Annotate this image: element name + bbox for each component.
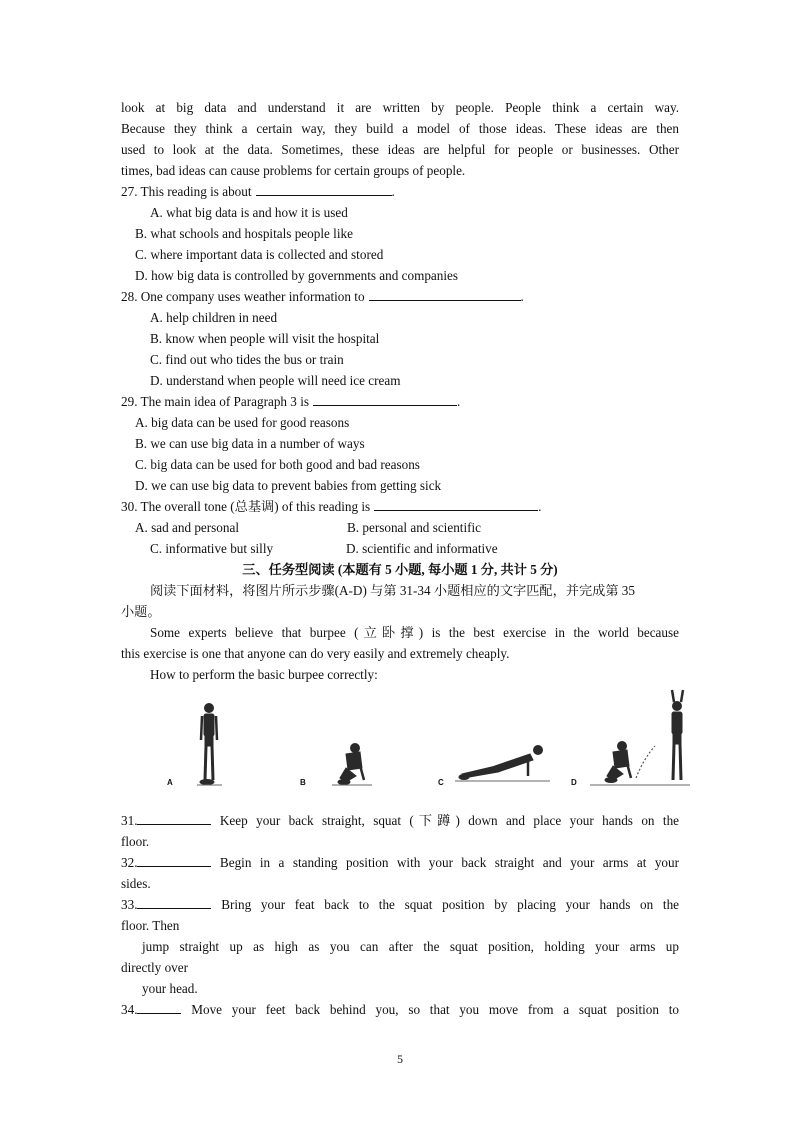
q28-option-d: D. understand when people will need ice cream — [150, 373, 401, 388]
intro-line-2: Because they think a certain way, they build a model of those ideas. These ideas are then — [121, 121, 679, 136]
q29-option-c: C. big data can be used for both good and bad reasons — [135, 457, 420, 472]
question-29 — [121, 392, 679, 412]
question-32-text: Begin in a standing position with your back straight and your arms at your — [219, 855, 679, 870]
step-label-d: D — [571, 778, 577, 787]
section-3-heading: 三、任务型阅读 (本题有 5 小题, 每小题 1 分, 共计 5 分) — [242, 562, 558, 577]
question-30-stem: 30. The overall tone (总基调) of this reading is — [121, 499, 371, 514]
question-32 — [121, 853, 679, 873]
question-29-end: . — [457, 394, 461, 409]
question-34-number: 34. — [121, 1002, 138, 1017]
step-b-squat-figure — [332, 744, 372, 786]
q30-option-d: D. scientific and informative — [346, 541, 498, 556]
question-30 — [121, 497, 679, 517]
question-28-stem: 28. One company uses weather information to — [121, 289, 365, 304]
q29-option-b: B. we can use big data in a number of ways — [135, 436, 365, 451]
q28-option-b: B. know when people will visit the hospital — [150, 331, 380, 346]
question-32-continuation: sides. — [121, 876, 151, 891]
step-label-a: A — [167, 778, 173, 787]
intro-line-4: times, bad ideas can cause problems for certain groups of people. — [121, 163, 466, 178]
intro-line-1: look at big data and understand it are written by people. People think a certain way. — [121, 100, 679, 115]
q29-option-d: D. we can use big data to prevent babies from getting sick — [135, 478, 442, 493]
q27-option-b: B. what schools and hospitals people like — [135, 226, 353, 241]
question-29-stem: 29. The main idea of Paragraph 3 is — [121, 394, 309, 409]
page-number: 5 — [397, 1052, 403, 1066]
section-3-instruction-2: 小题。 — [121, 604, 161, 619]
burpee-intro-line-1: Some experts believe that burpee (立卧撑) is the best exercise in the world because — [150, 625, 679, 640]
step-c-plank-figure — [455, 746, 550, 782]
question-27-end: . — [391, 184, 395, 199]
q30-option-b: B. personal and scientific — [347, 520, 482, 535]
step-label-b: B — [300, 778, 306, 787]
step-label-c: C — [438, 778, 444, 787]
q29-option-a: A. big data can be used for good reasons — [135, 415, 350, 430]
q30-option-c: C. informative but silly — [150, 541, 274, 556]
answer-blank-30[interactable] — [374, 497, 538, 511]
question-33-line-5: your head. — [142, 981, 198, 996]
question-32-number: 32. — [121, 855, 138, 870]
how-to-line: How to perform the basic burpee correctly: — [150, 667, 378, 682]
answer-blank-28[interactable] — [369, 287, 521, 301]
step-d-jump-figure — [590, 690, 690, 785]
answer-blank-32[interactable] — [137, 853, 211, 867]
step-a-standing-figure — [197, 704, 222, 786]
question-31-number: 31. — [121, 813, 138, 828]
question-30-end: . — [538, 499, 542, 514]
burpee-steps-illustration — [150, 688, 690, 798]
question-34-text: Move your feet back behind you, so that you move from a squat position to — [191, 1002, 680, 1017]
question-27 — [121, 182, 679, 202]
q27-option-c: C. where important data is collected and stored — [135, 247, 384, 262]
question-33-continuation: floor. Then — [121, 918, 180, 933]
answer-blank-27[interactable] — [256, 182, 392, 196]
q27-option-a: A. what big data is and how it is used — [150, 205, 348, 220]
burpee-steps-figure — [150, 688, 690, 798]
section-3-instruction-1: 阅读下面材料，将图片所示步骤(A-D) 与第 31-34 小题相应的文字匹配，并完成第 35 — [150, 583, 635, 598]
question-31-text: Keep your back straight, squat (下蹲) down and place your hands on the — [219, 813, 680, 828]
burpee-intro-line-2: this exercise is one that anyone can do very easily and extremely cheaply. — [121, 646, 510, 661]
question-34 — [121, 1000, 679, 1020]
answer-blank-29[interactable] — [313, 392, 457, 406]
q28-option-c: C. find out who tides the bus or train — [150, 352, 344, 367]
answer-blank-34[interactable] — [137, 1000, 181, 1014]
intro-line-3: used to look at the data. Sometimes, these ideas are helpful for people or businesses. Other — [121, 142, 679, 157]
question-28 — [121, 287, 679, 307]
question-33-text: Bring your feat back to the squat position by placing your hands on the — [221, 897, 680, 912]
question-28-end: . — [520, 289, 524, 304]
question-33-line-3: jump straight up as high as you can after the squat position, holding your arms up — [142, 939, 679, 954]
answer-blank-31[interactable] — [137, 811, 211, 825]
question-27-stem: 27. This reading is about — [121, 184, 252, 199]
question-33 — [121, 895, 679, 915]
answer-blank-33[interactable] — [137, 895, 211, 909]
q27-option-d: D. how big data is controlled by governments and companies — [135, 268, 459, 283]
question-33-line-4: directly over — [121, 960, 189, 975]
q28-option-a: A. help children in need — [150, 310, 278, 325]
question-31-continuation: floor. — [121, 834, 150, 849]
question-31 — [121, 811, 679, 831]
question-33-number: 33. — [121, 897, 138, 912]
q30-option-a: A. sad and personal — [135, 520, 240, 535]
